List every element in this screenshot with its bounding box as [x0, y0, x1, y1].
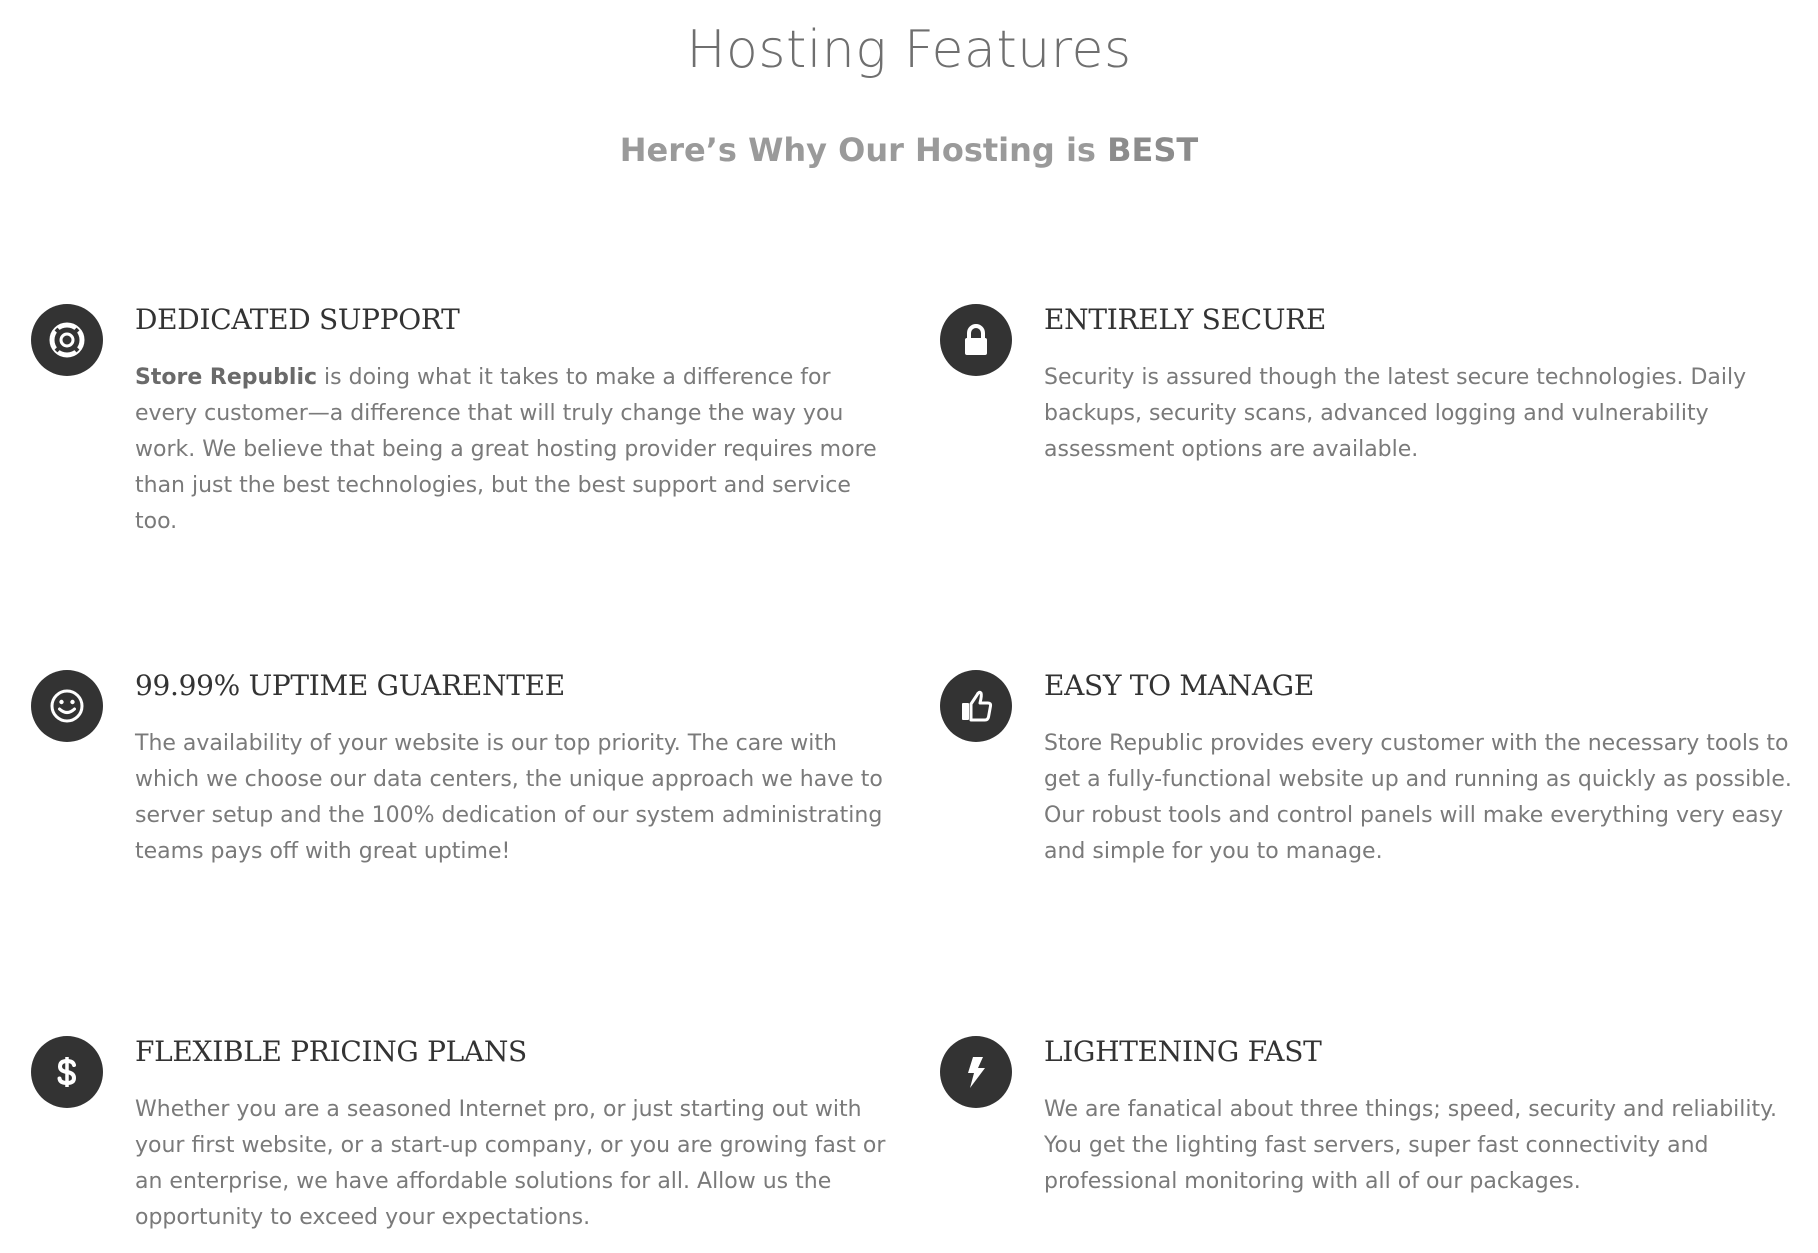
feature-description	[135, 360, 895, 540]
feature-title: 99.99% UPTIME GUARENTEE	[135, 669, 565, 702]
subtitle-emphasis: BEST	[1107, 131, 1199, 169]
feature-title: FLEXIBLE PRICING PLANS	[135, 1035, 527, 1068]
thumbs-up-icon	[940, 670, 1012, 742]
page-title: Hosting Features	[686, 20, 1132, 80]
smiley-icon	[31, 670, 103, 742]
feature-title: LIGHTENING FAST	[1044, 1035, 1322, 1068]
brand-name: Store Republic	[135, 365, 318, 390]
feature-description: Store Republic provides every customer with the necessary tools to get a fully-functional website up and running as quickly as possible. Our robust tools and control panels will make everything very easy and simple for you to manage.	[1044, 731, 1792, 864]
feature-title: DEDICATED SUPPORT	[135, 303, 460, 336]
feature-title: ENTIRELY SECURE	[1044, 303, 1327, 336]
feature-description: Whether you are a seasoned Internet pro, or just starting out with your first website, or a start-up company, or you are growing fast or an enterprise, we have affordable solutions for all. Allow us the opportunity to exceed your expectations.	[135, 1097, 886, 1230]
lightning-bolt-icon	[940, 1036, 1012, 1108]
feature-description: We are fanatical about three things; speed, security and reliability. You get the lighting fast servers, super fast connectivity and professional monitoring with all of our packages.	[1044, 1097, 1778, 1194]
feature-title: EASY TO MANAGE	[1044, 669, 1314, 702]
feature-description: The availability of your website is our top priority. The care with which we choose our data centers, the unique approach we have to server setup and the 100% dedication of our system administrating teams pays off with great uptime!	[135, 731, 883, 864]
feature-description-text: is doing what it takes to make a difference for every customer—a difference that will truly change the way you work. We believe that being a great hosting provider requires more than just the best technologies, but the best support and service too.	[135, 365, 877, 534]
life-ring-icon	[31, 304, 103, 376]
lock-icon	[940, 304, 1012, 376]
feature-description: Security is assured though the latest secure technologies. Daily backups, security scans, advanced logging and vulnerability assessment options are available.	[1044, 365, 1747, 462]
page-subtitle	[0, 128, 1818, 172]
subtitle-prefix: Here’s Why Our Hosting is	[619, 131, 1108, 169]
dollar-icon	[31, 1036, 103, 1108]
